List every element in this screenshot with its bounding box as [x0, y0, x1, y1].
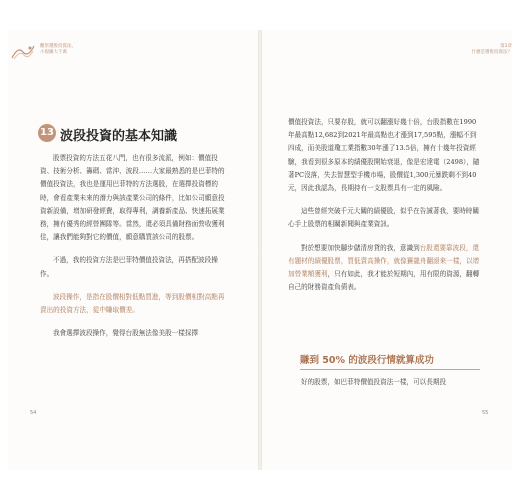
left-body-text — [40, 152, 230, 350]
book-logo-icon — [10, 42, 36, 62]
right-body-text-2 — [288, 376, 480, 399]
header-left-line2: 小現賺大千萬 — [40, 50, 67, 55]
header-left-line1: 觀察選股投資法， — [40, 44, 76, 49]
subheading: 賺到 50% 的波段行情就算成功 — [300, 352, 480, 370]
right-paragraph-3-post: ，只有如此，我才能於短期內，用有限的資源，翻轉自己的財務資產負債表。 — [288, 270, 480, 292]
left-paragraph-4: 我會選擇波段操作，覺得台股無法像美股一樣採擇 — [53, 329, 199, 338]
header-right-line1: 第1章 — [500, 44, 512, 49]
right-paragraph-4: 好的股票，如巴菲特價值投資法一樣，可以長期投 — [301, 378, 447, 386]
section-title: 波段投資的基本知識 — [60, 129, 178, 144]
page-number-left: 54 — [30, 410, 37, 416]
right-paragraph-2: 這些曾經突破千元大關的績優股，似乎在告誡著我，要時時關心手上股票的相關新聞與產業資訊。 — [288, 207, 480, 229]
right-paragraph-3 — [288, 242, 480, 295]
left-paragraph-2: 不過，我的投資方法是巴菲特價值投資法，再搭配波段操作。 — [40, 256, 218, 278]
running-header-right — [472, 44, 513, 56]
right-body-text — [288, 116, 480, 304]
section-number-badge: 13 — [38, 124, 56, 142]
left-paragraph-1: 股票投資的方法五花八門，也有很多流派，例如：價值投資、技術分析、籌碼、當沖、波段……大家最熟悉的是巴菲特的價值投資法，我也是運用巴菲特的方法選股，在選擇投資標的時，會看產業未來的潛力與該產業公司的條件，比如公司願意投資新設備，增加研發經費，取得專利，調養新產品、快速拓展業務，擁有優秀的經營團隊等。當然，還必須具備財務面營收獲利佳，讓我們能夠對它的價值，願意購買該公司的股票。 — [40, 154, 225, 242]
header-right-line2: 什麼是選股投資法？ — [471, 50, 512, 55]
left-paragraph-highlight: 波段操作，是指在股價相對低點買進，等到股價相對高點再賣出的投資方法，從中賺取價差。 — [40, 292, 225, 315]
right-paragraph-3-highlight: 台股還要靠波段，還有題材的績優股票，買低賣高操作，就像賽龍舟翻滾來一樣，以增加營業額獲利 — [288, 243, 480, 279]
running-header-left — [40, 44, 76, 56]
right-paragraph-1: 價值投資法，只要存股，就可以翻漲好幾十倍，台股指數在1990年最高點12,682到2021年最高點也才漲到17,595點，漲幅不到四成，而美股道瓊工業指數30年漲了13.5倍，擁有十幾年投資經驗，我看到很多原本的績優股開始衰退，像是宏達電（2498），隨著PC沒落，失去智慧型手機市場，股價從1,300元暴跌剩不到40元，因此我認為，長期持有一支股票具有一定的風險。 — [288, 118, 480, 193]
page-number-right: 55 — [482, 410, 489, 416]
right-paragraph-3-pre: 對於想要加快腳步儲清房貸的我，意識到 — [301, 243, 420, 252]
